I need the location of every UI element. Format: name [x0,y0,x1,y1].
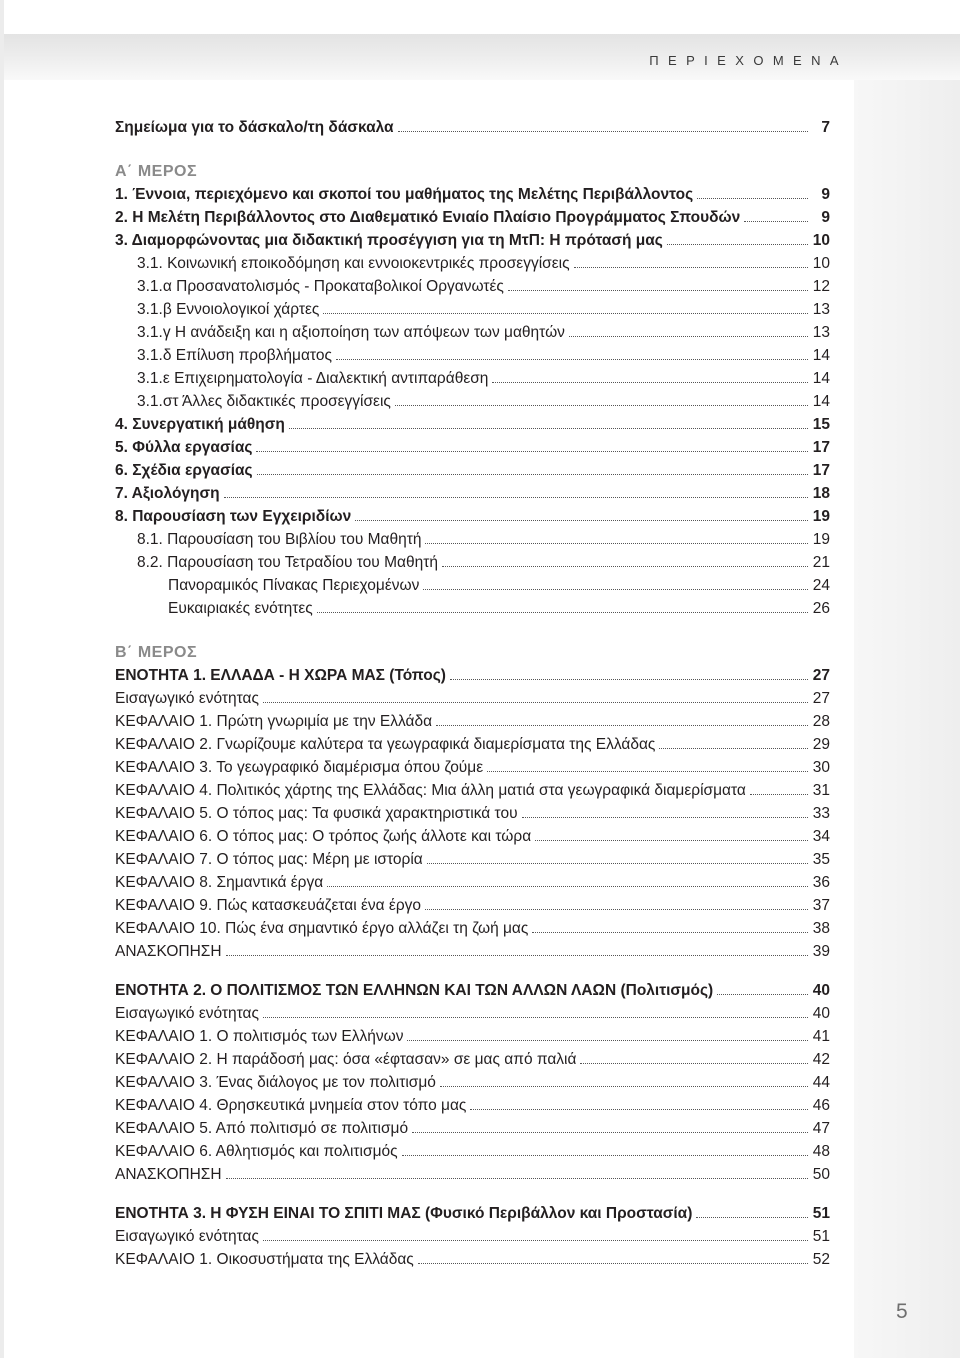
leader-dots [402,1155,808,1156]
toc-entry-label: ΚΕΦΑΛΑΙΟ 1. Οικοσυστήματα της Ελλάδας [115,1251,414,1268]
toc-entry-label: 3. Διαμορφώνοντας μια διδακτική προσέγγιση για τη ΜτΠ: Η πρότασή μας [115,232,663,249]
toc-entry-label: ΕΝΟΤΗΤΑ 3. Η ΦΥΣΗ ΕΙΝΑΙ ΤΟ ΣΠΙΤΙ ΜΑΣ (Φυσικό Περιβάλλον και Προστασία) [115,1205,693,1222]
part-a-list [115,181,830,618]
toc-entry[interactable] [115,549,830,572]
leader-dots [487,771,808,772]
toc-entry-page: 7 [821,119,830,136]
toc-entry-page: 10 [812,255,830,272]
toc-entry[interactable] [115,273,830,296]
toc-entry-label: ΚΕΦΑΛΑΙΟ 5. Ο τόπος μας: Τα φυσικά χαρακτηριστικά του [115,805,518,822]
leader-dots [436,725,808,726]
toc-entry-label: 7. Αξιολόγηση [115,485,220,502]
leader-dots [427,863,808,864]
toc-entry-label: Πανοραμικός Πίνακας Περιεχομένων [168,577,420,594]
toc-entry-label: 3.1.γ Η ανάδειξη και η αξιοποίηση των απόψεων των μαθητών [137,324,565,341]
toc-entry[interactable] [115,595,830,618]
part-b-title: Β΄ ΜΕΡΟΣ [115,644,198,661]
toc-entry[interactable] [115,411,830,434]
toc-entry[interactable] [115,250,830,273]
leader-dots [355,520,808,521]
toc-entry-label: ΑΝΑΣΚΟΠΗΣΗ [115,943,222,960]
toc-entry[interactable] [115,1161,830,1184]
toc-entry-label: Σημείωμα για το δάσκαλο/τη δάσκαλα [115,119,394,136]
toc-entry-label: 1. Έννοια, περιεχόμενο και σκοποί του μαθήματος της Μελέτης Περιβάλλοντος [115,186,694,203]
leader-dots [224,497,808,498]
toc-entry[interactable] [115,365,830,388]
toc-entry-page: 19 [812,508,830,525]
leader-dots [522,817,808,818]
toc-entry-page: 40 [812,982,830,999]
toc-entry-label: ΚΕΦΑΛΑΙΟ 4. Θρησκευτικά μνημεία στον τόπο μας [115,1097,467,1114]
leader-dots [336,359,808,360]
toc-entry[interactable] [115,114,830,137]
leader-dots [442,566,808,567]
leader-dots [717,994,808,995]
toc-entry-page: 9 [821,186,830,203]
leader-dots [470,1109,808,1110]
leader-dots [744,221,808,222]
toc-entry-label: 3.1.ε Επιχειρηματολογία - Διαλεκτική αντιπαράθεση [137,370,489,387]
toc-entry-page: 44 [812,1074,830,1091]
toc-entry[interactable] [115,685,830,708]
toc-entry[interactable] [115,869,830,892]
toc-entry-page: 29 [812,736,830,753]
toc-entry-label: 8. Παρουσίαση των Εγχειριδίων [115,508,352,525]
toc-entry-page: 51 [812,1228,830,1245]
leader-dots [256,451,808,452]
toc-entry-label: 3.1.β Εννοιολογικοί χάρτες [137,301,320,318]
toc-entry[interactable] [115,1200,830,1223]
toc-entry[interactable] [115,1046,830,1069]
toc-entry-label: 8.1. Παρουσίαση του Βιβλίου του Μαθητή [137,531,422,548]
leader-dots [425,543,808,544]
leader-dots [395,405,808,406]
toc-entry[interactable] [115,457,830,480]
toc-entry[interactable] [115,800,830,823]
toc-entry-page: 28 [812,713,830,730]
toc-entry-label: ΚΕΦΑΛΑΙΟ 9. Πώς κατασκευάζεται ένα έργο [115,897,422,914]
leader-dots [580,1063,808,1064]
leader-dots [398,131,808,132]
toc-entry[interactable] [115,777,830,800]
toc-entry[interactable] [115,388,830,411]
toc-entry-page: 37 [812,897,830,914]
toc-entry-page: 34 [812,828,830,845]
toc-entry-page: 14 [812,393,830,410]
leader-dots [535,840,808,841]
toc-entry[interactable] [115,1223,830,1246]
left-edge-strip [0,0,4,1358]
toc-entry[interactable] [115,754,830,777]
toc-entry[interactable] [115,662,830,685]
leader-dots [289,428,808,429]
toc-entry-page: 9 [821,209,830,226]
toc-entry-page: 13 [812,324,830,341]
toc-entry-label: ΚΕΦΑΛΑΙΟ 1. Πρώτη γνωριμία με την Ελλάδα [115,713,433,730]
toc-entry[interactable] [115,480,830,503]
leader-dots [508,290,808,291]
toc-entry-page: 12 [812,278,830,295]
toc-entry-page: 38 [812,920,830,937]
toc-entry[interactable] [115,1000,830,1023]
unit1-list [115,662,830,961]
toc-entry[interactable] [115,526,830,549]
leader-dots [574,267,808,268]
leader-dots [226,955,808,956]
leader-dots [418,1263,808,1264]
toc-entry[interactable] [115,503,830,526]
toc-entry-label: ΚΕΦΑΛΑΙΟ 2. Η παράδοσή μας: όσα «έφτασαν» σε μας από παλιά [115,1051,577,1068]
toc-entry-page: 18 [812,485,830,502]
toc-entry-page: 17 [812,462,830,479]
toc-entry-label: ΚΕΦΑΛΑΙΟ 8. Σημαντικά έργα [115,874,324,891]
toc-entry-label: ΚΕΦΑΛΑΙΟ 3. Το γεωγραφικό διαμέρισμα όπου ζούμε [115,759,484,776]
toc-entry[interactable] [115,938,830,961]
toc-entry-page: 46 [812,1097,830,1114]
toc-entry[interactable] [115,342,830,365]
leader-dots [659,748,808,749]
toc-entry[interactable] [115,1138,830,1161]
leader-dots [697,198,808,199]
toc-entry-page: 17 [812,439,830,456]
toc-entry-label: 8.2. Παρουσίαση του Τετραδίου του Μαθητή [137,554,438,571]
toc-entry-label: ΑΝΑΣΚΟΠΗΣΗ [115,1166,222,1183]
leader-dots [257,474,808,475]
toc-entry[interactable] [115,1246,830,1269]
leader-dots [750,794,808,795]
toc-entry[interactable] [115,892,830,915]
leader-dots [327,886,808,887]
toc-entry-page: 26 [812,600,830,617]
right-margin-band [854,80,960,1358]
toc-entry[interactable] [115,319,830,342]
toc-entry[interactable] [115,731,830,754]
toc-entry[interactable] [115,915,830,938]
toc-entry-label: ΕΝΟΤΗΤΑ 2. Ο ΠΟΛΙΤΙΣΜΟΣ ΤΩΝ ΕΛΛΗΝΩΝ ΚΑΙ ΤΩΝ ΑΛΛΩΝ ΛΑΩΝ (Πολιτισμός) [115,982,714,999]
toc-entry-label: Εισαγωγικό ενότητας [115,690,259,707]
leader-dots [440,1086,808,1087]
toc-entry-label: ΚΕΦΑΛΑΙΟ 5. Από πολιτισμό σε πολιτισμό [115,1120,409,1137]
toc-entry-label: ΚΕΦΑΛΑΙΟ 6. Αθλητισμός και πολιτισμός [115,1143,398,1160]
toc-entry-page: 10 [812,232,830,249]
toc-entry-label: Ευκαιριακές ενότητες [168,600,313,617]
toc-entry[interactable] [115,572,830,595]
toc-entry[interactable] [115,296,830,319]
leader-dots [263,1240,808,1241]
toc-entry-page: 14 [812,370,830,387]
toc-entry[interactable] [115,1069,830,1092]
part-a-title: Α΄ ΜΕΡΟΣ [115,163,198,180]
leader-dots [263,1017,808,1018]
toc-entry-page: 13 [812,301,830,318]
toc-entry-label: ΚΕΦΑΛΑΙΟ 4. Πολιτικός χάρτης της Ελλάδας: Μια άλλη ματιά στα γεωγραφικά διαμερίσματα [115,782,746,799]
leader-dots [317,612,808,613]
toc-entry[interactable] [115,823,830,846]
toc-entry-page: 27 [812,690,830,707]
table-of-contents [115,114,830,1269]
leader-dots [423,589,808,590]
toc-entry-page: 27 [812,667,830,684]
toc-entry[interactable] [115,708,830,731]
toc-entry-label: ΚΕΦΑΛΑΙΟ 2. Γνωρίζουμε καλύτερα τα γεωγραφικά διαμερίσματα της Ελλάδας [115,736,656,753]
toc-entry-page: 19 [812,531,830,548]
toc-entry-label: ΕΝΟΤΗΤΑ 1. ΕΛΛΑΔΑ - Η ΧΩΡΑ ΜΑΣ (Τόπος) [115,667,446,684]
toc-entry-page: 35 [812,851,830,868]
toc-entry-label: ΚΕΦΑΛΑΙΟ 6. Ο τόπος μας: Ο τρόπος ζωής άλλοτε και τώρα [115,828,532,845]
toc-entry-page: 30 [812,759,830,776]
unit2-list [115,977,830,1184]
toc-entry-label: ΚΕΦΑΛΑΙΟ 3. Ένας διάλογος με τον πολιτισμό [115,1074,436,1091]
toc-entry-page: 24 [812,577,830,594]
toc-entry-page: 15 [812,416,830,433]
toc-entry-label: 6. Σχέδια εργασίας [115,462,253,479]
toc-entry-page: 50 [812,1166,830,1183]
toc-entry-page: 31 [812,782,830,799]
toc-entry[interactable] [115,1023,830,1046]
leader-dots [263,702,808,703]
leader-dots [569,336,808,337]
leader-dots [532,932,808,933]
toc-entry[interactable] [115,204,830,227]
toc-entry[interactable] [115,181,830,204]
toc-entry-page: 33 [812,805,830,822]
toc-entry-label: Εισαγωγικό ενότητας [115,1228,259,1245]
toc-entry[interactable] [115,434,830,457]
toc-entry-page: 48 [812,1143,830,1160]
toc-entry-page: 52 [812,1251,830,1268]
toc-entry-page: 42 [812,1051,830,1068]
leader-dots [492,382,808,383]
toc-entry-label: 3.1.δ Επίλυση προβλήματος [137,347,332,364]
toc-entry-label: ΚΕΦΑΛΑΙΟ 10. Πώς ένα σημαντικό έργο αλλάζει τη ζωή μας [115,920,529,937]
toc-entry-page: 51 [812,1205,830,1222]
toc-entry[interactable] [115,977,830,1000]
toc-entry-page: 41 [812,1028,830,1045]
leader-dots [407,1040,808,1041]
leader-dots [450,679,808,680]
toc-entry-label: 4. Συνεργατική μάθηση [115,416,285,433]
toc-entry-page: 40 [812,1005,830,1022]
toc-entry-page: 21 [812,554,830,571]
section-header: ΠΕΡΙΕΧΟΜΕΝΑ [649,53,848,68]
toc-entry-label: 3.1.στ Άλλες διδακτικές προσεγγίσεις [137,393,391,410]
leader-dots [425,909,808,910]
leader-dots [323,313,808,314]
leader-dots [667,244,808,245]
toc-entry-label: 2. Η Μελέτη Περιβάλλοντος στο Διαθεματικό Ενιαίο Πλαίσιο Προγράμματος Σπουδών [115,209,741,226]
leader-dots [226,1178,808,1179]
toc-entry-label: 3.1. Κοινωνική εποικοδόμηση και εννοιοκεντρικές προσεγγίσεις [137,255,570,272]
toc-entry[interactable] [115,1115,830,1138]
toc-entry-label: ΚΕΦΑΛΑΙΟ 1. Ο πολιτισμός των Ελλήνων [115,1028,404,1045]
toc-entry[interactable] [115,227,830,250]
toc-entry-page: 36 [812,874,830,891]
toc-entry-page: 47 [812,1120,830,1137]
toc-entry-page: 14 [812,347,830,364]
leader-dots [696,1217,808,1218]
toc-entry[interactable] [115,846,830,869]
toc-entry-label: 5. Φύλλα εργασίας [115,439,253,456]
toc-entry-label: ΚΕΦΑΛΑΙΟ 7. Ο τόπος μας: Μέρη με ιστορία [115,851,423,868]
toc-entry[interactable] [115,1092,830,1115]
leader-dots [412,1132,808,1133]
unit3-list [115,1200,830,1269]
page-number: 5 [896,1300,908,1323]
toc-entry-page: 39 [812,943,830,960]
toc-entry-label: 3.1.α Προσανατολισμός - Προκαταβολικοί Οργανωτές [137,278,504,295]
toc-entry-label: Εισαγωγικό ενότητας [115,1005,259,1022]
